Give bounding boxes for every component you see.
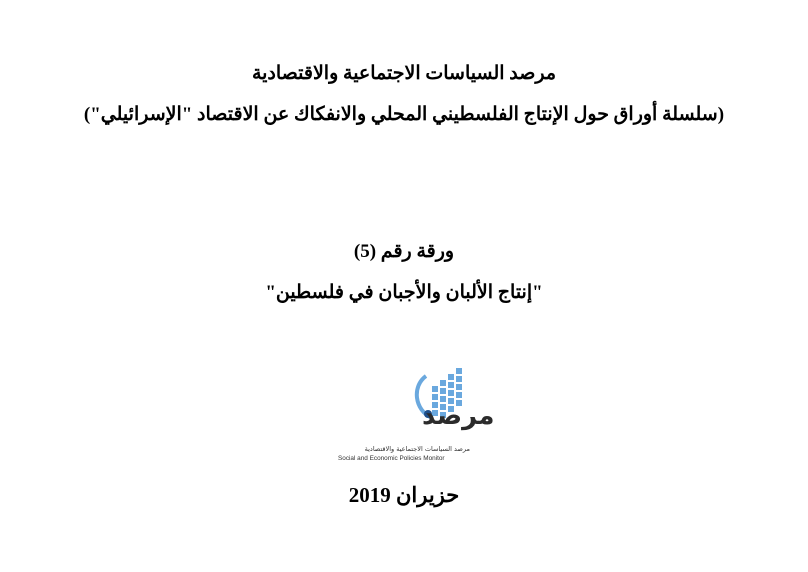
logo-english-name: Social and Economic Policies Monitor bbox=[338, 455, 445, 462]
publication-date: حزيران 2019 bbox=[348, 483, 460, 507]
series-title: (سلسلة أوراق حول الإنتاج الفلسطيني المحلي والانفكاك عن الاقتصاد "الإسرائيلي") bbox=[83, 104, 725, 125]
logo-wordmark: مرصد bbox=[422, 401, 495, 431]
paper-number: ورقة رقم (5) bbox=[353, 241, 455, 262]
paper-title: "إنتاج الألبان والأجبان في فلسطين" bbox=[265, 282, 543, 303]
logo-arabic-name: مرصد السياسات الاجتماعية والاقتصادية bbox=[364, 445, 470, 453]
logo-graphic bbox=[336, 362, 495, 446]
org-title: مرصد السياسات الاجتماعية والاقتصادية bbox=[251, 63, 557, 84]
organization-logo bbox=[336, 362, 495, 472]
